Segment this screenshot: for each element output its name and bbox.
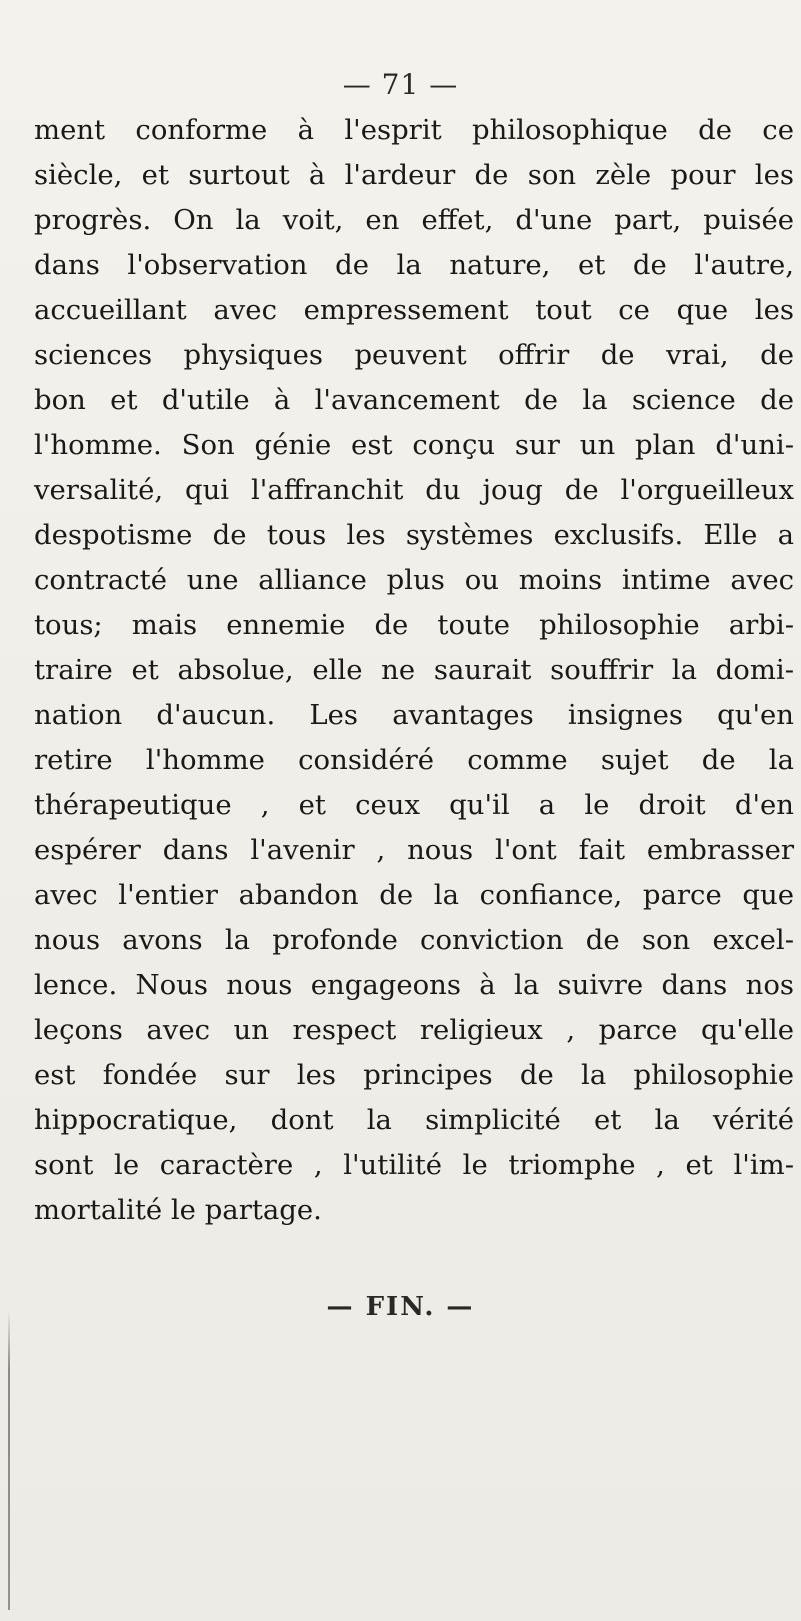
text-line: sont le caractère , l'utilité le triomphe , et l'im- [34,1149,794,1181]
finis-mark: — FIN. — [326,1292,475,1322]
text-line: thérapeutique , et ceux qu'il a le droit d'en [34,789,794,821]
text-line: espérer dans l'avenir , nous l'ont fait embrasser [34,834,794,866]
text-line: lence. Nous nous engageons à la suivre dans nos [34,969,794,1001]
text-line: accueillant avec empressement tout ce que les [34,294,794,326]
text-line: ment conforme à l'esprit philosophique de ce [34,114,794,146]
text-line: l'homme. Son génie est conçu sur un plan d'uni- [34,429,794,461]
text-line: nation d'aucun. Les avantages insignes qu'en [34,699,794,731]
text-line-last: mortalité le partage. [34,1194,322,1226]
text-line: leçons avec un respect religieux , parce qu'elle [34,1014,794,1046]
text-line: traire et absolue, elle ne saurait souffrir la domi- [34,654,794,686]
text-line: est fondée sur les principes de la philosophie [34,1059,794,1091]
text-line: bon et d'utile à l'avancement de la science de [34,384,794,416]
text-line: avec l'entier abandon de la confiance, parce que [34,879,794,911]
text-line: sciences physiques peuvent offrir de vrai, de [34,339,794,371]
page-edge-shadow [8,1310,10,1610]
text-line: versalité, qui l'affranchit du joug de l'orgueilleux [34,474,794,506]
text-line: nous avons la profonde conviction de son excel- [34,924,794,956]
text-line: hippocratique, dont la simplicité et la vérité [34,1104,794,1136]
text-line: contracté une alliance plus ou moins intime avec [34,564,794,596]
text-line: despotisme de tous les systèmes exclusifs. Elle a [34,519,794,551]
page-number: — 71 — [342,68,459,101]
text-line: siècle, et surtout à l'ardeur de son zèle pour les [34,159,794,191]
text-line: progrès. On la voit, en effet, d'une part, puisée [34,204,794,236]
text-line: tous; mais ennemie de toute philosophie arbi- [34,609,794,641]
text-line: dans l'observation de la nature, et de l'autre, [34,249,794,281]
text-line: retire l'homme considéré comme sujet de la [34,744,794,776]
body-paragraph [34,108,794,1233]
